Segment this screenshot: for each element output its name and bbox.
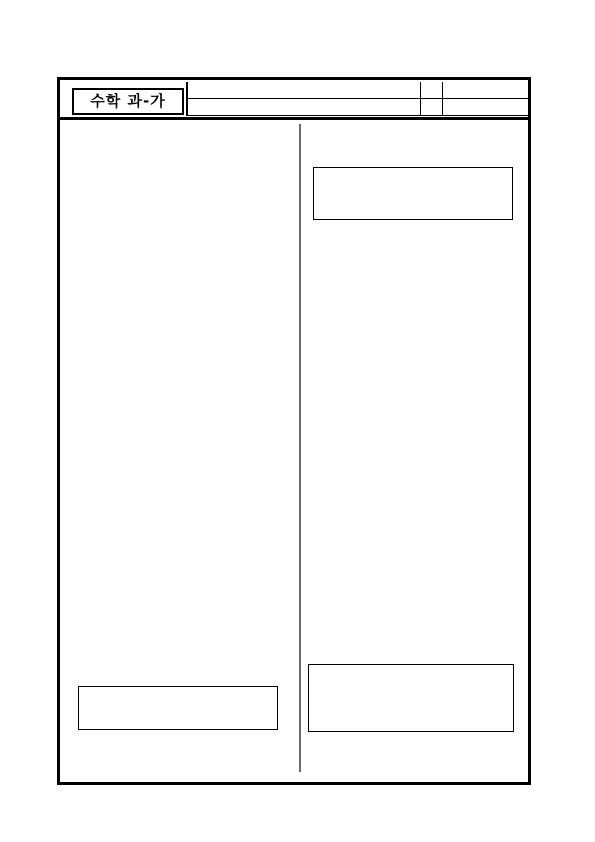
header-row-2-main [188, 99, 421, 115]
header-row-2-code-label [421, 99, 443, 115]
header-row-1-main [188, 82, 421, 98]
condition-box-right-1 [313, 167, 513, 220]
header-separator [57, 117, 531, 120]
header-row-1 [188, 82, 531, 99]
header-row-2-code-value [443, 99, 533, 115]
exam-title: 수학 과-가 [72, 88, 184, 115]
column-divider [299, 124, 301, 772]
header-row-1-code-value [443, 82, 533, 98]
header-row-1-code-label [421, 82, 443, 98]
condition-box-left [78, 686, 278, 730]
condition-box-right-5 [308, 664, 514, 732]
header-row-2 [188, 99, 531, 116]
question-right-2 [309, 264, 524, 268]
header-info-table [186, 82, 531, 116]
